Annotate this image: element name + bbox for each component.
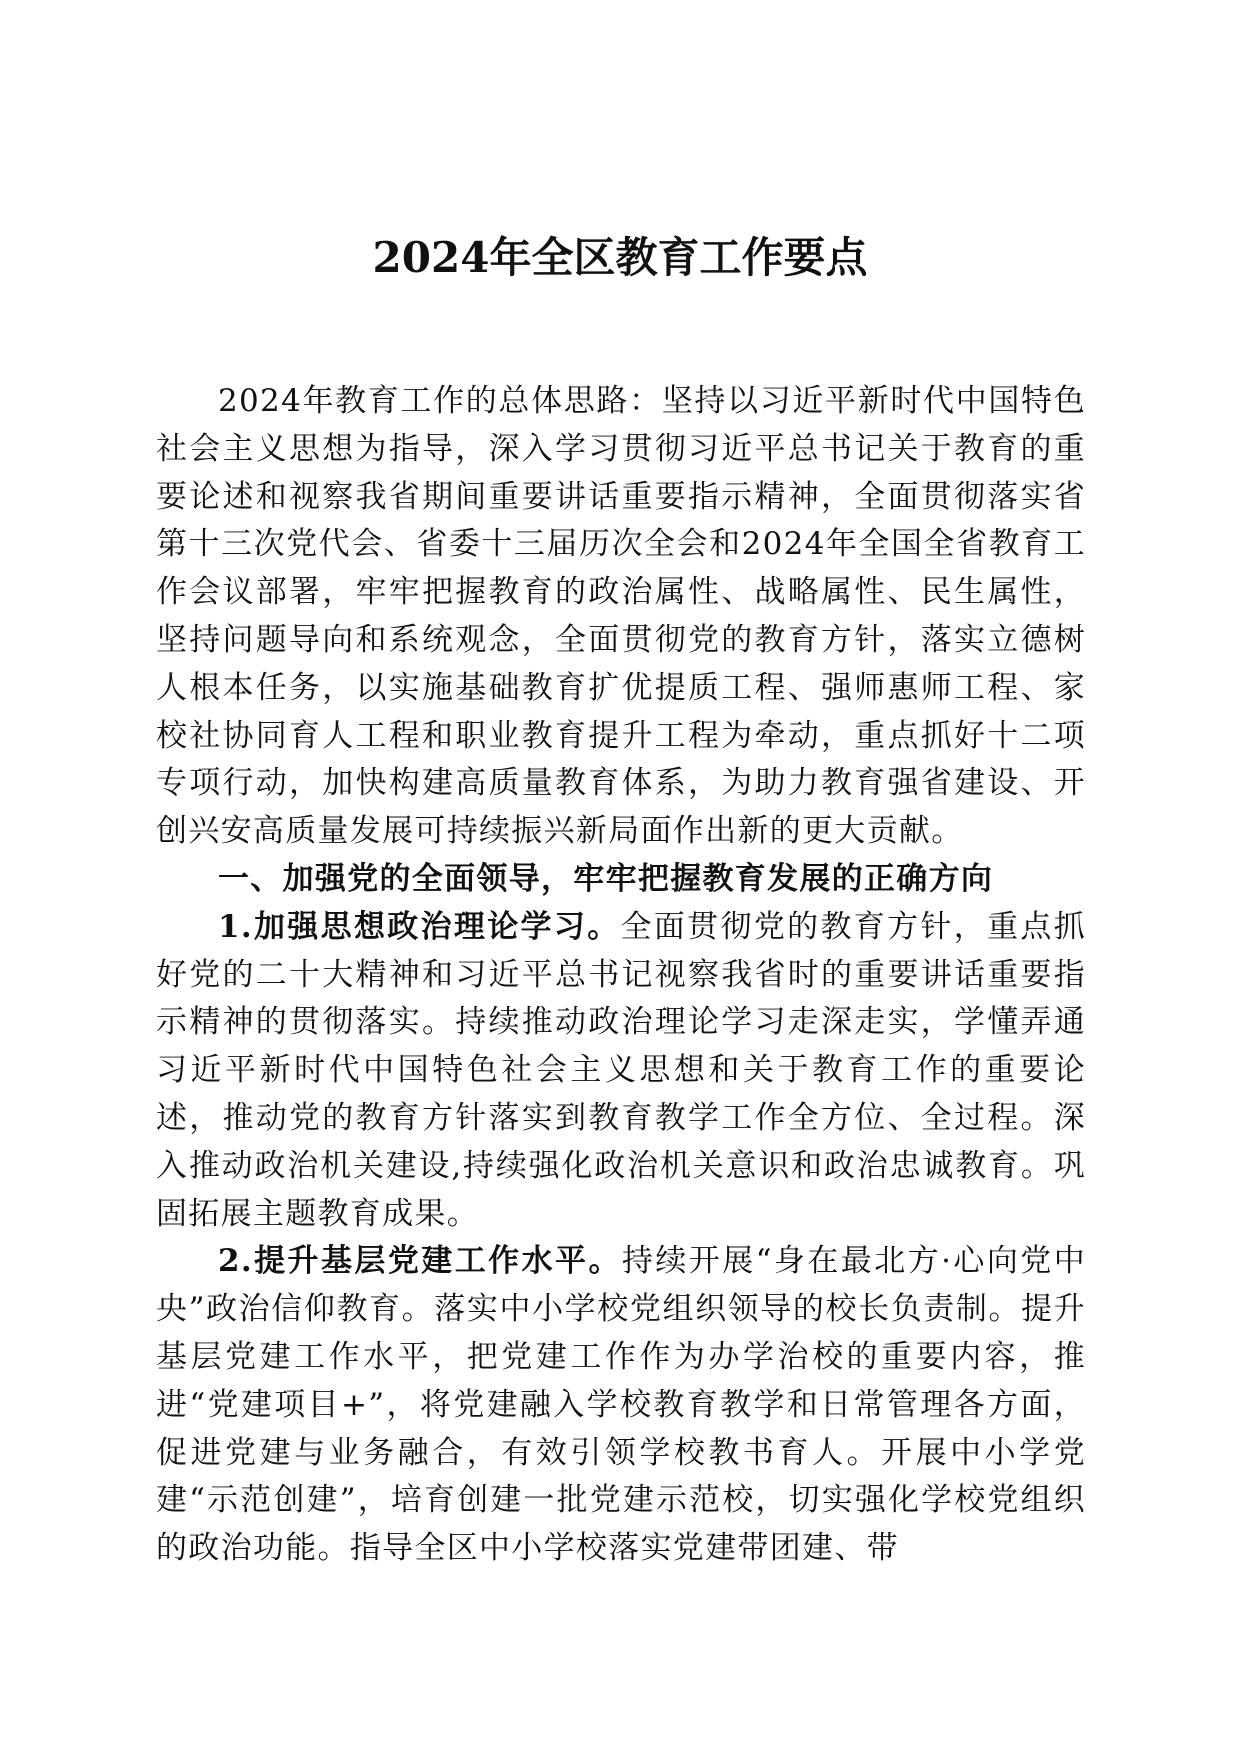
item-body-2: 持续开展“身在最北方·心向党中央”政治信仰教育。落实中小学校党组织领导的校长负责制。提升基层党建工作水平，把党建工作作为办学治校的重要内容，推进“党建项目+”，将党建融入学校教育教学和日常管理各方面，促进党建与业务融合，有效引领学校教书育人。开展中小学党建“示范创建”，培育创建一批党建示范校，切实强化学校党组织的政治功能。指导全区中小学校落实党建带团建、带 [156, 1243, 1086, 1567]
item-body-1: 全面贯彻党的教育方针，重点抓好党的二十大精神和习近平总书记视察我省时的重要讲话重要指示精神的贯彻落实。持续推动政治理论学习走深走实，学懂弄通习近平新时代中国特色社会主义思想和关于教育工作的重要论述，推动党的教育方针落实到教育教学工作全方位、全过程。深入推动政治机关建设,持续强化政治机关意识和政治忠诚教育。巩固拓展主题教育成果。 [156, 908, 1087, 1232]
item-paragraph-1 [156, 904, 1086, 1239]
item-title-2: 2.提升基层党建工作水平。 [218, 1243, 622, 1280]
section-heading: 一、加强党的全面领导，牢牢把握教育发展的正确方向 [218, 860, 994, 897]
item-paragraph-2 [156, 1238, 1086, 1573]
item-title-1: 1.加强思想政治理论学习。 [218, 908, 621, 945]
intro-paragraph: 2024年教育工作的总体思路：坚持以习近平新时代中国特色社会主义思想为指导，深入学习贯彻习近平总书记关于教育的重要论述和视察我省期间重要讲话重要指示精神，全面贯彻落实省第十三次党代会、省委十三届历次全会和2024年全国全省教育工作会议部署，牢牢把握教育的政治属性、战略属性、民生属性，坚持问题导向和系统观念，全面贯彻党的教育方针，落实立德树人根本任务，以实施基础教育扩优提质工程、强师惠师工程、家校社协同育人工程和职业教育提升工程为牵动，重点抓好十二项专项行动，加快构建高质量教育体系，为助力教育强省建设、开创兴安高质量发展可持续振兴新局面作出新的更大贡献。 [156, 383, 1086, 850]
document-body [156, 378, 1086, 1573]
document-title: 2024年全区教育工作要点 [372, 233, 868, 282]
